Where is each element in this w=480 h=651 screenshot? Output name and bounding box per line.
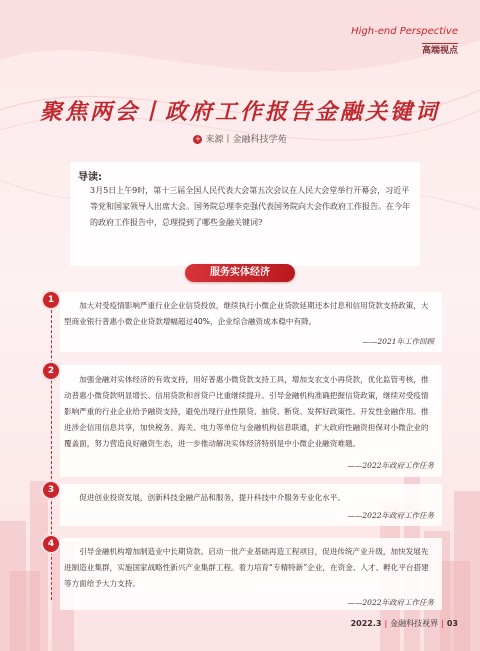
article-source-text: 来源丨金融科技学苑 (205, 135, 287, 145)
section-header-tag (351, 26, 458, 57)
page-footer (351, 618, 458, 629)
footer-separator: | (384, 619, 388, 628)
perspective-cn-label: 高端视点 (422, 43, 458, 57)
plus-circle-icon: + (195, 135, 201, 143)
magazine-name: 金融科技视界 (390, 619, 439, 628)
item-number-badge: 3 (43, 482, 59, 498)
perspective-en-label: High-end Perspective (351, 26, 458, 37)
issue-number: 2022.3 (350, 619, 382, 628)
footer-separator: | (441, 619, 444, 628)
item-number-badge: 1 (43, 292, 59, 308)
item-text: 加强金融对实体经济的有效支持，用好普惠小微贷款支持工具，增加支农支小再贷款，优化监管考核，推动普惠小微贷款明显增长、信用贷款和首贷户比重继续提升。引导金融机构准确把握信贷政策，继续对受疫情影响严重的行业企业给予融资支持，避免出现行业性限贷、抽贷、断贷。发挥好政策性、开发性金融作用。推进涉企信用信息共享，加快税务、海关、电力等单位与金融机构信息联通，扩大政府性融资担保对小微企业的覆盖面，努力营造良好融资生态，进一步推动解决实体经济特别是中小微企业融资难题。 (64, 375, 429, 448)
item-source: ——2022年政府工作任务 (347, 598, 434, 607)
item-text: 促进创业投资发展，创新科技金融产品和服务，提升科技中介服务专业化水平。 (79, 493, 345, 502)
item-source: ——2022年政府工作任务 (347, 461, 434, 470)
page-number: 03 (446, 619, 458, 628)
intro-text: 3月5日上午9时，第十三届全国人民代表大会第五次会议在人民大会堂举行开幕会，习近平等党和国家领导人出席大会。国务院总理李克强代表国务院向大会作政府工作报告。在今年的政府工作报告中，总理提到了哪些金融关键词? (90, 186, 410, 227)
item-text: 引导金融机构增加制造业中长期贷款。启动一批产业基础再造工程项目，促进传统产业升级，加快发展先进制造业集群，实施国家战略性新兴产业集群工程。着力培育“专精特新”企业，在资金、人才、孵化平台搭建等方面给予大力支持。 (64, 547, 429, 588)
article-source (0, 132, 480, 145)
item-number-badge: 4 (43, 536, 59, 552)
item-source: ——2022年政府工作任务 (347, 511, 434, 520)
timeline-line (51, 300, 53, 600)
item-number-badge: 2 (43, 363, 59, 379)
item-source: ——2021年工作回顾 (362, 337, 434, 346)
section-heading: 服务实体经济 (185, 264, 295, 282)
item-text: 加大对受疫情影响严重行业企业信贷投放，继续执行小微企业贷款延期还本付息和信用贷款支持政策，大型商业银行普惠小微企业贷款增幅超过40%，企业综合融资成本稳中有降。 (64, 301, 429, 326)
intro-label: 导读: (78, 172, 102, 183)
article-title: 聚焦两会丨政府工作报告金融关键词 (39, 99, 440, 125)
